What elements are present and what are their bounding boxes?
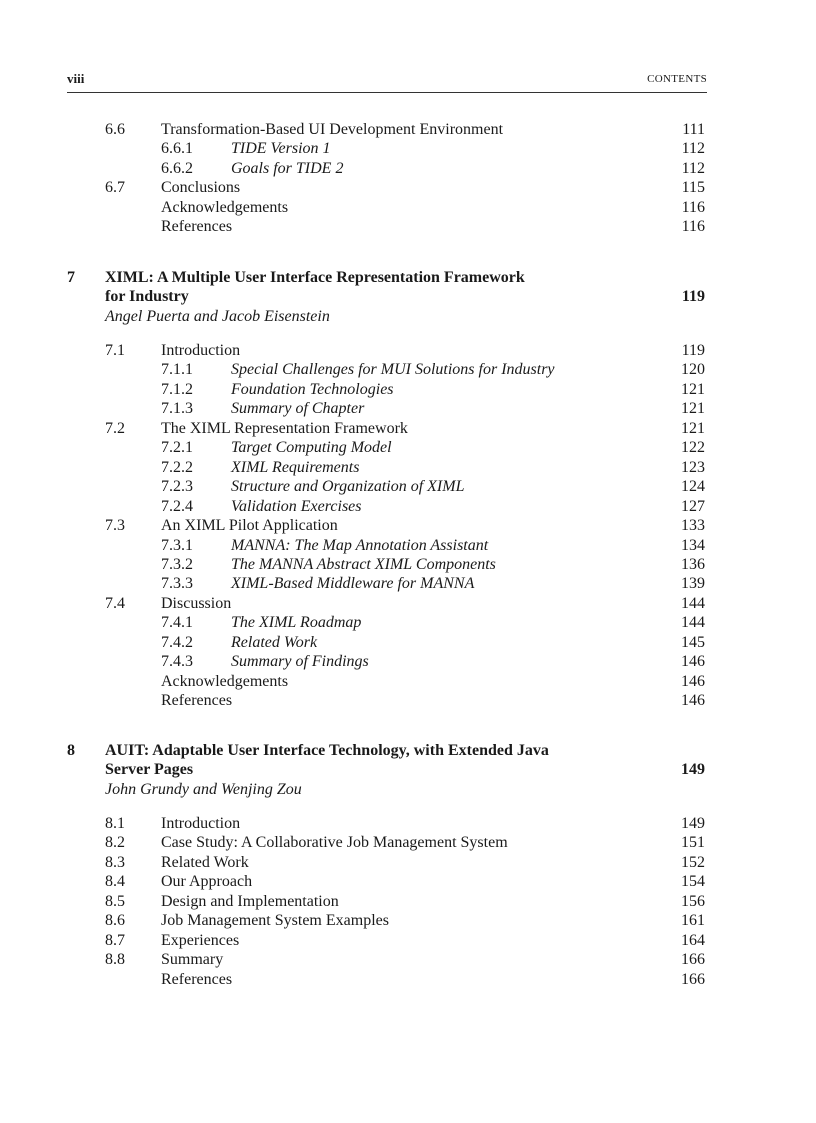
page-ref: 156 <box>681 893 705 910</box>
page-ref: 116 <box>681 218 705 235</box>
section-number: 6.6 <box>105 121 125 138</box>
chapter-authors: John Grundy and Wenjing Zou <box>105 781 302 798</box>
page-ref: 161 <box>681 912 705 929</box>
toc-entry[interactable] <box>0 672 816 692</box>
section-title: Conclusions <box>161 179 241 196</box>
page-ref: 145 <box>681 634 705 651</box>
subsection-title: TIDE Version 1 <box>231 140 331 157</box>
page-number: viii <box>67 71 85 86</box>
subsection-title: Goals for TIDE 2 <box>231 160 344 177</box>
page-ref: 146 <box>681 692 705 709</box>
page-ref: 134 <box>681 537 705 554</box>
section-title: Our Approach <box>161 873 253 890</box>
section-number: 7.4 <box>105 595 125 612</box>
section-title: Introduction <box>161 815 241 832</box>
section-title: Job Management System Examples <box>161 912 389 929</box>
toc-entry[interactable] <box>0 477 816 497</box>
subsection-title: XIML Requirements <box>231 459 360 476</box>
chapter-page: 119 <box>681 288 705 305</box>
section-title: An XIML Pilot Application <box>161 517 338 534</box>
chapter-title-line1: AUIT: Adaptable User Interface Technology, with Extended Java <box>105 742 549 759</box>
subsection-number: 7.2.3 <box>161 478 193 495</box>
section-title: Transformation-Based UI Development Environment <box>161 121 504 138</box>
toc-entry[interactable] <box>0 139 816 159</box>
subsection-title: Target Computing Model <box>231 439 392 456</box>
page-ref: 144 <box>681 614 705 631</box>
page-ref: 112 <box>681 160 705 177</box>
section-number: 7.3 <box>105 517 125 534</box>
toc-entry[interactable] <box>0 419 816 439</box>
page-ref: 164 <box>681 932 705 949</box>
section-title: Experiences <box>161 932 240 949</box>
toc-entry[interactable] <box>0 594 816 614</box>
subsection-title: XIML-Based Middleware for MANNA <box>231 575 475 592</box>
page-ref: 144 <box>681 595 705 612</box>
section-title: References <box>161 218 233 235</box>
toc-entry[interactable] <box>0 950 816 970</box>
subsection-title: Special Challenges for MUI Solutions for Industry <box>231 361 555 378</box>
toc-entry[interactable] <box>0 892 816 912</box>
section-title: Summary <box>161 951 224 968</box>
subsection-title: Summary of Chapter <box>231 400 365 417</box>
section-number: 8.5 <box>105 893 125 910</box>
page-ref: 166 <box>681 971 705 988</box>
subsection-number: 7.2.4 <box>161 498 193 515</box>
toc-entry[interactable] <box>0 178 816 198</box>
running-title: CONTENTS <box>647 73 707 85</box>
section-title: Discussion <box>161 595 232 612</box>
chapter-number: 7 <box>67 269 75 286</box>
page-ref: 122 <box>681 439 705 456</box>
subsection-number: 7.3.3 <box>161 575 193 592</box>
toc-entry[interactable] <box>0 516 816 536</box>
chapter-title-line1: XIML: A Multiple User Interface Representation Framework <box>105 269 525 286</box>
section-number: 6.7 <box>105 179 125 196</box>
subsection-number: 7.1.3 <box>161 400 193 417</box>
toc-entry[interactable] <box>0 380 816 400</box>
page-ref: 133 <box>681 517 705 534</box>
toc-entry[interactable] <box>0 652 816 672</box>
subsection-number: 7.1.1 <box>161 361 193 378</box>
toc-entry[interactable] <box>0 911 816 931</box>
toc-entry[interactable] <box>0 613 816 633</box>
section-number: 7.2 <box>105 420 125 437</box>
subsection-number: 7.3.2 <box>161 556 193 573</box>
toc-entry[interactable] <box>0 872 816 892</box>
subsection-number: 7.2.1 <box>161 439 193 456</box>
chapter-heading[interactable] <box>0 268 816 328</box>
subsection-title: Validation Exercises <box>231 498 362 515</box>
section-title: The XIML Representation Framework <box>161 420 408 437</box>
page-ref: 136 <box>681 556 705 573</box>
toc-entry[interactable] <box>0 360 816 380</box>
section-title: Introduction <box>161 342 241 359</box>
chapter-authors: Angel Puerta and Jacob Eisenstein <box>105 308 330 325</box>
section-title: References <box>161 971 233 988</box>
section-number: 8.4 <box>105 873 125 890</box>
section-number: 8.1 <box>105 815 125 832</box>
subsection-title: Structure and Organization of XIML <box>231 478 465 495</box>
running-header <box>67 71 707 89</box>
subsection-title: Related Work <box>231 634 318 651</box>
chapter-number: 8 <box>67 742 75 759</box>
page-ref: 151 <box>681 834 705 851</box>
page-ref: 146 <box>681 653 705 670</box>
toc-entry[interactable] <box>0 120 816 140</box>
subsection-number: 6.6.2 <box>161 160 193 177</box>
section-number: 8.8 <box>105 951 125 968</box>
subsection-number: 6.6.1 <box>161 140 193 157</box>
toc-entry[interactable] <box>0 458 816 478</box>
subsection-number: 7.2.2 <box>161 459 193 476</box>
page-ref: 146 <box>681 673 705 690</box>
section-number: 7.1 <box>105 342 125 359</box>
page-ref: 152 <box>681 854 705 871</box>
chapter-heading[interactable] <box>0 741 816 801</box>
toc-entry[interactable] <box>0 931 816 951</box>
section-title: References <box>161 692 233 709</box>
section-title: Related Work <box>161 854 249 871</box>
header-rule <box>67 92 707 93</box>
page-ref: 115 <box>681 179 705 196</box>
subsection-title: The MANNA Abstract XIML Components <box>231 556 496 573</box>
section-number: 8.7 <box>105 932 125 949</box>
page-ref: 123 <box>681 459 705 476</box>
toc-entry[interactable] <box>0 198 816 218</box>
section-title: Acknowledgements <box>161 199 289 216</box>
page-ref: 139 <box>681 575 705 592</box>
subsection-number: 7.4.2 <box>161 634 193 651</box>
page-ref: 121 <box>681 400 705 417</box>
page-ref: 121 <box>681 381 705 398</box>
page-ref: 124 <box>681 478 705 495</box>
toc-entry[interactable] <box>0 159 816 179</box>
page-ref: 112 <box>681 140 705 157</box>
section-title: Design and Implementation <box>161 893 339 910</box>
section-number: 8.6 <box>105 912 125 929</box>
chapter-page: 149 <box>681 761 705 778</box>
page-ref: 119 <box>681 342 705 359</box>
page-ref: 121 <box>681 420 705 437</box>
toc-entry[interactable] <box>0 217 816 237</box>
section-number: 8.2 <box>105 834 125 851</box>
toc-entry[interactable] <box>0 536 816 556</box>
toc-entry[interactable] <box>0 555 816 575</box>
page-ref: 111 <box>682 121 705 138</box>
page-ref: 120 <box>681 361 705 378</box>
toc-entry[interactable] <box>0 497 816 517</box>
subsection-title: The XIML Roadmap <box>231 614 362 631</box>
subsection-number: 7.1.2 <box>161 381 193 398</box>
subsection-number: 7.4.1 <box>161 614 193 631</box>
subsection-title: MANNA: The Map Annotation Assistant <box>231 537 489 554</box>
toc-entry[interactable] <box>0 691 816 711</box>
toc-entry[interactable] <box>0 633 816 653</box>
page-ref: 116 <box>681 199 705 216</box>
page-ref: 127 <box>681 498 705 515</box>
page-ref: 166 <box>681 951 705 968</box>
page-ref: 149 <box>681 815 705 832</box>
toc-entry[interactable] <box>0 814 816 834</box>
chapter-title-line2: Server Pages <box>105 761 194 778</box>
chapter-title-line2: for Industry <box>105 288 189 305</box>
toc-entry[interactable] <box>0 970 816 990</box>
subsection-title: Summary of Findings <box>231 653 369 670</box>
page-ref: 154 <box>681 873 705 890</box>
toc-entry[interactable] <box>0 399 816 419</box>
section-title: Case Study: A Collaborative Job Management System <box>161 834 508 851</box>
toc-entry[interactable] <box>0 833 816 853</box>
subsection-title: Foundation Technologies <box>231 381 394 398</box>
section-title: Acknowledgements <box>161 673 289 690</box>
subsection-number: 7.4.3 <box>161 653 193 670</box>
subsection-number: 7.3.1 <box>161 537 193 554</box>
toc-entry[interactable] <box>0 341 816 361</box>
section-number: 8.3 <box>105 854 125 871</box>
toc-entry[interactable] <box>0 438 816 458</box>
toc-entry[interactable] <box>0 574 816 594</box>
toc-entry[interactable] <box>0 853 816 873</box>
